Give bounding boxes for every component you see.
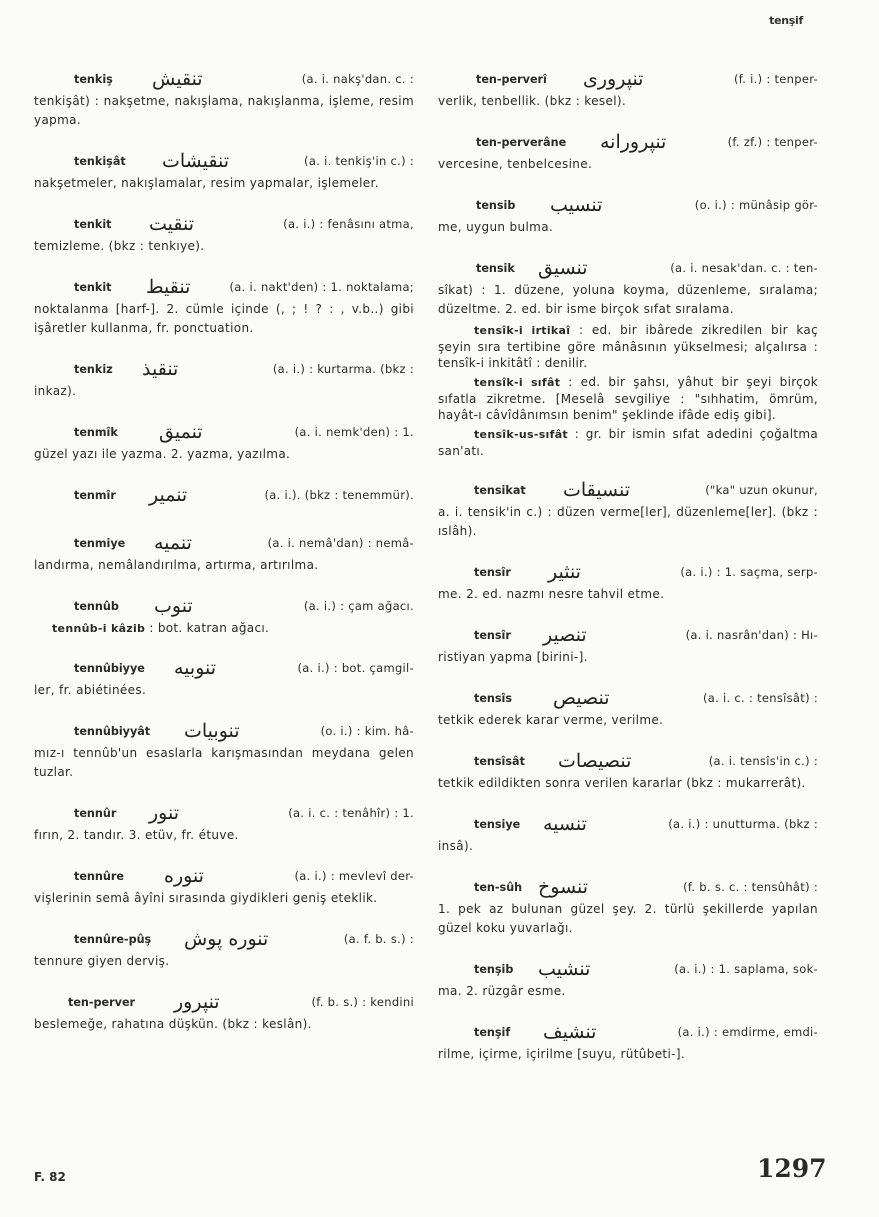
- headword: tennûr: [74, 806, 117, 820]
- grammar-note: (a. i.) : 1. saçma, serp-: [680, 565, 818, 579]
- sub-definition: : ed. bir şahsı, yâhut bir şeyi birçok sıfatla zikretme. [Meselâ sevgiliye : "sıhhatim, ömrüm, hayât-ı câvîdânımsın benim" şeklinde ifâde ediş gibi].: [438, 375, 818, 422]
- definition: me. 2. ed. nazmı nesre tahvil etme.: [438, 587, 665, 601]
- dictionary-entry: [438, 744, 818, 793]
- sub-headword: tennûb-i kâzib: [52, 622, 146, 635]
- headword: ten-perverâne: [476, 135, 567, 149]
- definition: güzel yazı ile yazma. 2. yazma, yazılma.: [34, 447, 291, 461]
- headword: ten-perverî: [476, 72, 547, 86]
- signature-mark: F. 82: [34, 1170, 66, 1184]
- headword: tennûbiyyât: [74, 724, 151, 738]
- grammar-note: (a. i.) : bot. çamgil-: [297, 661, 414, 675]
- arabic-script: تنثير: [548, 561, 581, 583]
- definition: insâ).: [438, 839, 474, 853]
- sub-entry: [438, 374, 818, 423]
- arabic-script: تنسوخ: [538, 876, 589, 898]
- arabic-script: تنسيقات: [563, 479, 630, 501]
- definition: ristiyan yapma [birini-].: [438, 650, 588, 664]
- sub-definition: : gr. bir ismin sıfat adedini çoğaltma san'atı.: [438, 427, 818, 458]
- definition: vercesine, tenbelcesine.: [438, 157, 593, 171]
- grammar-note: ("ka" uzun okunur,: [705, 483, 818, 497]
- sub-headword: tensîk-i irtikaî: [474, 324, 571, 337]
- definition: tennure giyen derviş.: [34, 954, 170, 968]
- arabic-script: تنپروری: [583, 68, 644, 90]
- headword: tenmîr: [74, 488, 116, 502]
- arabic-script: تنقيذ: [142, 358, 179, 380]
- grammar-note: (a. i. nemâ'dan) : nemâ-: [267, 536, 414, 550]
- headword: tenkişât: [74, 154, 126, 168]
- headword: tensiye: [474, 817, 521, 831]
- arabic-script: تنوبيه: [174, 657, 217, 679]
- definition: verlik, tenbellik. (bkz : kesel).: [438, 94, 627, 108]
- left-column: [34, 62, 414, 1048]
- grammar-note: (f. i.) : tenper-: [733, 72, 818, 86]
- sub-headword: tensîk-i sıfât: [474, 376, 561, 389]
- dictionary-entry: [438, 555, 818, 604]
- headword: tensîr: [474, 565, 511, 579]
- dictionary-entry: [34, 985, 414, 1034]
- grammar-note: (o. i.) : kim. hâ-: [320, 724, 414, 738]
- arabic-script: تنوبيات: [184, 720, 240, 742]
- definition: me, uygun bulma.: [438, 220, 554, 234]
- grammar-note: (f. b. s. c. : tensûhât) :: [683, 880, 818, 894]
- dictionary-entry: [34, 478, 414, 512]
- arabic-script: تنوره: [164, 865, 204, 887]
- definition: tenkişât) : nakşetme, nakışlama, nakışlanma, işleme, resim yapma.: [34, 94, 414, 127]
- definition: tetkik edildikten sonra verilen kararlar (bkz : mukarrerât).: [438, 776, 806, 790]
- headword: tensikat: [474, 483, 526, 497]
- grammar-note: (a. i. tenkiş'in c.) :: [304, 154, 414, 168]
- grammar-note: (a. i. nakt'den) : 1. noktalama;: [229, 280, 414, 294]
- headword: tenmîk: [74, 425, 118, 439]
- headword: tennûre-pûş: [74, 932, 152, 946]
- grammar-note: (f. zf.) : tenper-: [727, 135, 818, 149]
- headword: tenkit: [74, 280, 112, 294]
- arabic-script: تنوره پوش: [184, 928, 269, 950]
- arabic-script: تنپرور: [174, 991, 220, 1013]
- arabic-script: تنوب: [154, 595, 193, 617]
- dictionary-entry: [34, 270, 414, 338]
- grammar-note: (a. i.) : unutturma. (bkz :: [668, 817, 818, 831]
- headword: tensîr: [474, 628, 511, 642]
- arabic-script: تنمير: [149, 484, 188, 506]
- dictionary-entry: [34, 526, 414, 575]
- headword: tenşib: [474, 962, 514, 976]
- grammar-note: (a. i.) : mevlevî der-: [294, 869, 414, 883]
- arabic-script: تنميق: [159, 421, 203, 443]
- sub-entry: [438, 322, 818, 371]
- arabic-script: تنپرورانه: [600, 131, 667, 153]
- dictionary-entry: [438, 473, 818, 541]
- dictionary-entry: [34, 714, 414, 782]
- grammar-note: (a. i. nesak'dan. c. : ten-: [670, 261, 818, 275]
- definition: ma. 2. rüzgâr esme.: [438, 984, 566, 998]
- dictionary-entry: [34, 651, 414, 700]
- grammar-note: (a. i. nasrân'dan) : Hı-: [685, 628, 818, 642]
- grammar-note: (a. i. tensîs'in c.) :: [708, 754, 818, 768]
- definition: tetkik ederek karar verme, verilme.: [438, 713, 664, 727]
- definition: rilme, içirme, içirilme [suyu, rütûbeti-].: [438, 1047, 686, 1061]
- dictionary-entry: [34, 62, 414, 130]
- arabic-script: تنشيب: [538, 958, 591, 980]
- arabic-script: تنور: [149, 802, 180, 824]
- grammar-note: (a. i.) : 1. saplama, sok-: [674, 962, 818, 976]
- dictionary-entry: [438, 1015, 818, 1064]
- definition: inkaz).: [34, 384, 77, 398]
- dictionary-entry: [438, 251, 818, 319]
- definition: noktalanma [harf-]. 2. cümle içinde (, ; ! ? : , v.b..) gibi işâretler kullanma, fr. ponctuation.: [34, 302, 414, 335]
- grammar-note: (a. i.). (bkz : tenemmür).: [264, 488, 414, 502]
- dictionary-entry: [438, 618, 818, 667]
- dictionary-entry: [34, 144, 414, 193]
- dictionary-entry: [438, 681, 818, 730]
- definition: a. i. tensik'in c.) : düzen verme[ler], düzenleme[ler]. (bkz : ıslâh).: [438, 505, 818, 538]
- definition: vişlerinin semâ âyîni sırasında giydikleri geniş eteklik.: [34, 891, 378, 905]
- right-column: [438, 62, 818, 1078]
- definition: mız-ı tennûb'un esaslarla karışmasından meydana gelen tuzlar.: [34, 746, 414, 779]
- sub-definition: : ed. bir ibârede zikredilen bir kaç şeyin sıra tertibine göre mânâsının yükselmesi; alçalırsa : tensîk-i inkitâtî : denilir.: [438, 323, 818, 370]
- arabic-script: تنصير: [543, 624, 587, 646]
- sub-entry: [438, 426, 818, 459]
- arabic-script: تنقيش: [152, 68, 203, 90]
- sub-definition: : bot. katran ağacı.: [149, 621, 270, 635]
- grammar-note: (a. i.) : kurtarma. (bkz :: [272, 362, 414, 376]
- grammar-note: (a. i. nemk'den) : 1.: [294, 425, 414, 439]
- dictionary-entry: [438, 870, 818, 938]
- dictionary-entry: [34, 796, 414, 845]
- headword: tennûb: [74, 599, 119, 613]
- definition: sîkat) : 1. düzene, yoluna koyma, düzenleme, sıralama; düzeltme. 2. ed. bir isme birçok sıfat sıralama.: [438, 283, 818, 316]
- arabic-script: تنقيت: [149, 213, 195, 235]
- dictionary-entry: [34, 207, 414, 256]
- dictionary-entry: [34, 859, 414, 908]
- grammar-note: (a. i.) : çam ağacı.: [303, 599, 414, 613]
- page-number: 1297: [757, 1154, 827, 1183]
- dictionary-entry: [438, 807, 818, 856]
- dictionary-entry: [438, 62, 818, 111]
- definition: ler, fr. abiétinées.: [34, 683, 147, 697]
- dictionary-entry: [438, 188, 818, 237]
- arabic-script: تنقيشات: [162, 150, 229, 172]
- headword: tenmiye: [74, 536, 126, 550]
- running-header: tenşif: [769, 14, 803, 27]
- headword: tenkiz: [74, 362, 113, 376]
- headword: tensîs: [474, 691, 513, 705]
- headword: ten-sûh: [474, 880, 523, 894]
- definition: 1. pek az bulunan güzel şey. 2. türlü şekillerde yapılan güzel koku yuvarlağı.: [438, 902, 818, 935]
- arabic-script: تنسيق: [538, 257, 588, 279]
- grammar-note: (f. b. s.) : kendini: [311, 995, 414, 1009]
- grammar-note: (a. i. c. : tensîsât) :: [702, 691, 818, 705]
- arabic-script: تنصيصات: [558, 750, 632, 772]
- grammar-note: (o. i.) : münâsip gör-: [694, 198, 818, 212]
- headword: tennûbiyye: [74, 661, 145, 675]
- grammar-note: (a. f. b. s.) :: [343, 932, 414, 946]
- headword: tenkiş: [74, 72, 113, 86]
- headword: tensîsât: [474, 754, 525, 768]
- headword: tennûre: [74, 869, 124, 883]
- dictionary-entry: [34, 352, 414, 401]
- headword: ten-perver: [68, 995, 136, 1009]
- arabic-script: تنصيص: [553, 687, 610, 709]
- headword: tenşif: [474, 1025, 511, 1039]
- definition: temizleme. (bkz : tenkıye).: [34, 239, 205, 253]
- dictionary-entry: [34, 415, 414, 464]
- arabic-script: تنسيه: [543, 813, 587, 835]
- definition: nakşetmeler, nakışlamalar, resim yapmalar, işlemeler.: [34, 176, 379, 190]
- arabic-script: تنشيف: [543, 1021, 597, 1043]
- grammar-note: (a. i. nakş'dan. c. :: [301, 72, 414, 86]
- dictionary-entry: [34, 922, 414, 971]
- arabic-script: تنقيط: [146, 276, 191, 298]
- dictionary-entry: [438, 952, 818, 1001]
- headword: tenkit: [74, 217, 112, 231]
- headword: tensik: [476, 261, 515, 275]
- arabic-script: تنسيب: [550, 194, 603, 216]
- sub-headword: tensîk-us-sıfât: [474, 428, 568, 441]
- grammar-note: (a. i.) : fenâsını atma,: [283, 217, 414, 231]
- sub-entry: [34, 620, 414, 637]
- definition: beslemeğe, rahatına düşkün. (bkz : keslân).: [34, 1017, 312, 1031]
- definition: fırın, 2. tandır. 3. etüv, fr. étuve.: [34, 828, 239, 842]
- dictionary-entry: [438, 125, 818, 174]
- dictionary-entry: [34, 589, 414, 623]
- definition: landırma, nemâlandırılma, artırma, artırılma.: [34, 558, 319, 572]
- arabic-script: تنميه: [154, 532, 192, 554]
- grammar-note: (a. i.) : emdirme, emdi-: [677, 1025, 818, 1039]
- grammar-note: (a. i. c. : tenâhîr) : 1.: [288, 806, 414, 820]
- headword: tensib: [476, 198, 516, 212]
